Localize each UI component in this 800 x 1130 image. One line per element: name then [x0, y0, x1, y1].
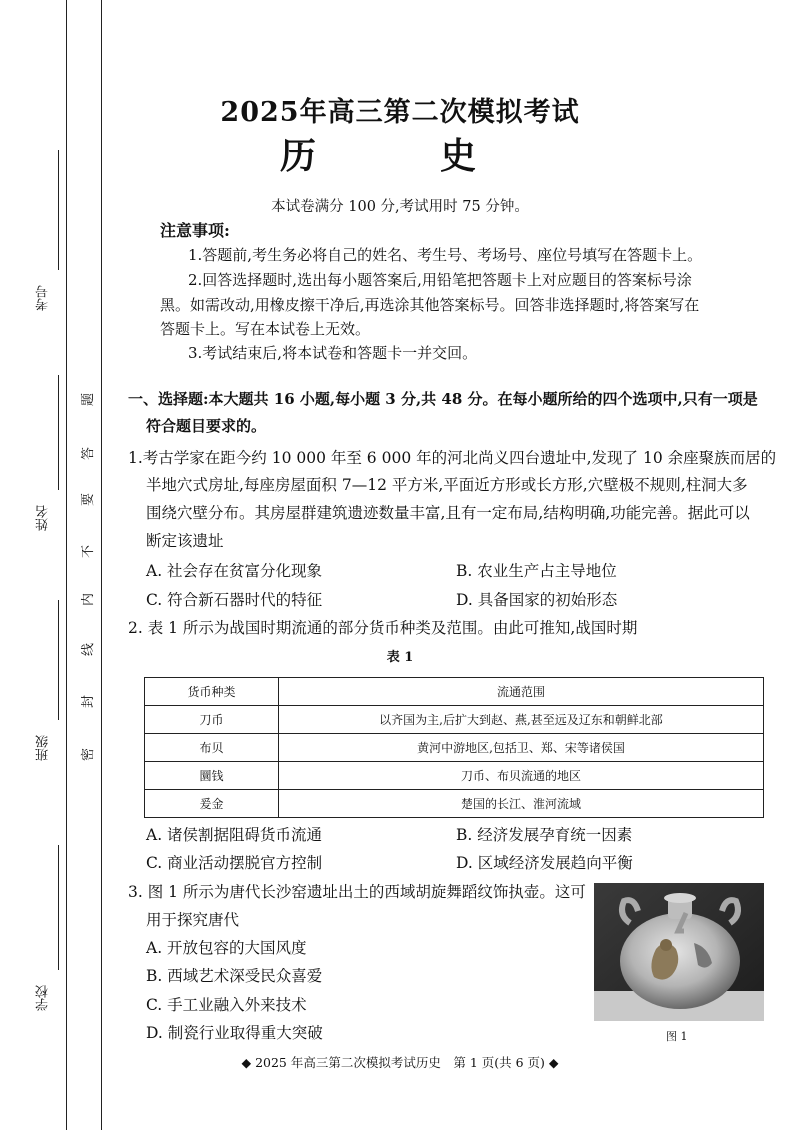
table-cell: 圜钱 — [145, 762, 279, 790]
full-score-note: 本试卷满分 100 分,考试用时 75 分钟。 — [271, 199, 529, 215]
page-footer — [0, 1053, 800, 1071]
label-name: 姓名 — [36, 505, 51, 531]
subject-title: 历 史 — [279, 135, 520, 177]
label-class: 班级 — [36, 735, 51, 761]
figure-caption: 图 1 — [666, 1030, 688, 1043]
name-rule[interactable] — [58, 375, 59, 490]
ewer-photo — [594, 883, 764, 1021]
school-rule[interactable] — [58, 845, 59, 970]
warning-char: 不 — [81, 544, 97, 559]
q3-option-a[interactable]: A. 开放包容的大国风度 — [146, 939, 307, 957]
warning-char: 密 — [81, 747, 97, 762]
table-cell: 黄河中游地区,包括卫、郑、宋等诸侯国 — [279, 734, 764, 762]
diamond-icon: ◆ — [548, 1055, 559, 1070]
q3-stem: 用于探究唐代 — [146, 911, 240, 929]
table-row — [145, 706, 764, 734]
currency-table — [144, 677, 764, 818]
table-cell: 刀币、布贝流通的地区 — [279, 762, 764, 790]
q3-option-b[interactable]: B. 西域艺术深受民众喜爱 — [146, 967, 323, 985]
q1-option-d[interactable]: D. 具备国家的初始形态 — [456, 591, 618, 609]
warning-char: 线 — [81, 642, 97, 657]
table-cell: 以齐国为主,后扩大到赵、燕,甚至远及辽东和朝鲜北部 — [279, 706, 764, 734]
q2-option-b[interactable]: B. 经济发展孕育统一因素 — [456, 826, 633, 844]
warning-char: 题 — [81, 392, 97, 407]
q1-option-a[interactable]: A. 社会存在贫富分化现象 — [146, 562, 323, 580]
warning-char: 内 — [81, 592, 97, 607]
q3-option-d[interactable]: D. 制瓷行业取得重大突破 — [146, 1024, 323, 1042]
section-heading: 一、选择题:本大题共 16 小题,每小题 3 分,共 48 分。在每小题所给的四个选项中,只有一项是 — [128, 390, 758, 408]
table-caption: 表 1 — [386, 650, 414, 665]
table-header-row — [145, 678, 764, 706]
q3-option-c[interactable]: C. 手工业融入外来技术 — [146, 996, 307, 1014]
notice-line: 2.回答选择题时,选出每小题答案后,用铅笔把答题卡上对应题目的答案标号涂 — [188, 271, 692, 289]
q3-stem: 3. 图 1 所示为唐代长沙窑遗址出土的西域胡旋舞蹈纹饰执壶。这可 — [128, 883, 586, 901]
warning-char: 封 — [81, 694, 97, 709]
table-row — [145, 790, 764, 818]
q1-option-c[interactable]: C. 符合新石器时代的特征 — [146, 591, 323, 609]
q2-stem: 2. 表 1 所示为战国时期流通的部分货币种类及范围。由此可推知,战国时期 — [128, 619, 638, 637]
q1-stem-line: 断定该遗址 — [146, 532, 224, 550]
table-header-cell: 货币种类 — [145, 678, 279, 706]
diamond-icon: ◆ — [241, 1055, 252, 1070]
label-exam-number: 考号 — [36, 285, 51, 311]
warning-char: 要 — [81, 492, 97, 507]
q1-option-b[interactable]: B. 农业生产占主导地位 — [456, 562, 617, 580]
notice-line: 1.答题前,考生务必将自己的姓名、考生号、考场号、座位号填写在答题卡上。 — [188, 246, 703, 264]
notice-line: 答题卡上。写在本试卷上无效。 — [160, 320, 371, 338]
q1-stem-line: 围绕穴壁分布。其房屋群建筑遗迹数量丰富,且有一定布局,结构明确,功能完善。据此可以 — [146, 504, 750, 522]
footer-text: 2025 年高三第二次模拟考试历史 第 1 页(共 6 页) — [255, 1055, 545, 1070]
table-header-cell: 流通范围 — [279, 678, 764, 706]
q2-option-a[interactable]: A. 诸侯割据阻碍货币流通 — [146, 826, 323, 844]
notice-line: 3.考试结束后,将本试卷和答题卡一并交回。 — [188, 344, 478, 362]
table-cell: 楚国的长江、淮河流域 — [279, 790, 764, 818]
q2-option-c[interactable]: C. 商业活动摆脱官方控制 — [146, 854, 323, 872]
q2-option-d[interactable]: D. 区域经济发展趋向平衡 — [456, 854, 633, 872]
warning-char: 答 — [81, 446, 97, 461]
exam-title: 2025年高三第二次模拟考试 — [220, 97, 580, 128]
q1-stem-line: 1.考古学家在距今约 10 000 年至 6 000 年的河北尚义四台遗址中,发现了 10 余座聚族而居的 — [128, 449, 777, 467]
table-cell: 爰金 — [145, 790, 279, 818]
label-school: 学校 — [36, 985, 51, 1011]
table-cell: 布贝 — [145, 734, 279, 762]
table-row — [145, 734, 764, 762]
notice-heading: 注意事项: — [160, 221, 230, 240]
table-cell: 刀币 — [145, 706, 279, 734]
table-row — [145, 762, 764, 790]
q1-stem-line: 半地穴式房址,每座房屋面积 7—12 平方米,平面近方形或长方形,穴壁极不规则,柱洞大多 — [146, 476, 748, 494]
section-heading: 符合题目要求的。 — [146, 417, 267, 435]
notice-line: 黑。如需改动,用橡皮擦干净后,再选涂其他答案标号。回答非选择题时,将答案写在 — [160, 296, 700, 314]
